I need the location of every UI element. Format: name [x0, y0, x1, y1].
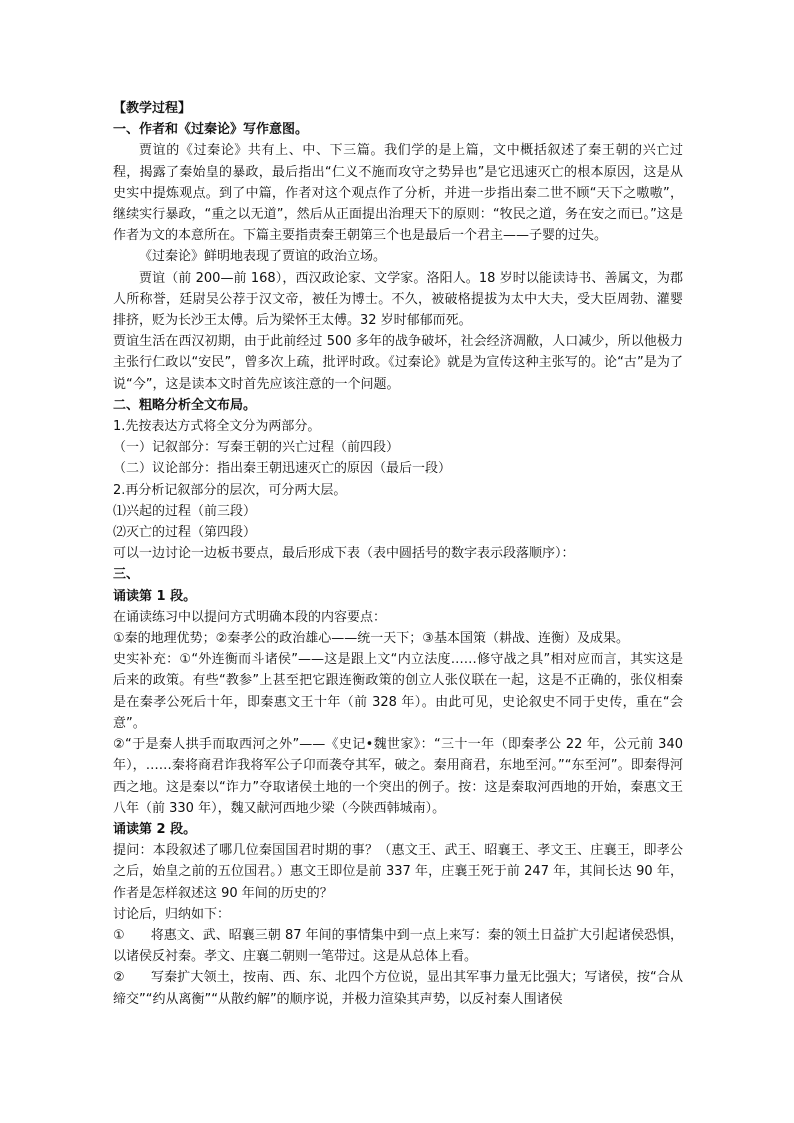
list-item: 2.再分析记叙部分的层次，可分两大层。	[113, 482, 347, 498]
paragraph-biography: 贾谊（前 200—前 168），西汉政论家、文学家。洛阳人。18 岁时以能读诗书、善属文，为郡人所称誉，廷尉吴公荐于汉文帝，被任为博士。不久，被破格提拔为太中大夫，受大臣周勃、灌婴排挤，贬为长沙王太傅。后为梁怀王太傅。32 岁时郁郁而死。	[113, 270, 683, 329]
heading-2: 二、粗略分析全文布局。	[113, 397, 257, 413]
paragraph-history-2: ②“于是秦人拱手而取西河之外”——《史记•魏世家》：“三十一年（即秦孝公 22 年，公元前 340 年），……秦将商君诈我将军公子卬而袭夺其军，破之。秦用商君，东地至河。”“东至河”。即秦得河西之地。这是秦以“诈力”夺取诸侯土地的一个突出的例子。按：这是秦取河西地的开始，秦惠文王八年（前 330 年），魏又献河西地少梁（今陕西韩城南）。	[113, 737, 683, 816]
heading-recite-2: 诵读第 2 段。	[113, 821, 197, 837]
heading-3: 三、	[113, 567, 140, 583]
list-item: （二）议论部分：指出秦王朝迅速灭亡的原因（最后一段）	[113, 461, 452, 477]
paragraph-history-1: 史实补充：①“外连衡而斗诸侯”——这是跟上文“内立法度……修守战之具”相对应而言，其实这是后来的政策。有些“教参”上甚至把它跟连衡政策的创立人张仪联在一起，这是不正确的，张仪相秦是在秦孝公死后十年，即秦惠文王十年（前 328 年）。由此可见，史论叙史不同于史传，重在“会意”。	[113, 652, 683, 731]
list-item: ①秦的地理优势；②秦孝公的政治雄心——统一天下；③基本国策（耕战、连衡）及成果。	[113, 631, 629, 647]
heading-1: 一、作者和《过秦论》写作意图。	[113, 122, 309, 138]
list-item: 1.先按表达方式将全文分为两部分。	[113, 419, 321, 435]
heading-recite-1: 诵读第 1 段。	[113, 588, 197, 604]
list-item: ⑴兴起的过程（前三段）	[113, 503, 257, 519]
list-item: （一）记叙部分：写秦王朝的兴亡过程（前四段）	[113, 440, 400, 456]
paragraph-background: 贾谊生活在西汉初期，由于此前经过 500 多年的战争破坏，社会经济凋敝，人口减少，所以他极力主张行仁政以“安民”，曾多次上疏，批评时政。《过秦论》就是为宣传这种主张写的。论“古”是为了说“今”，这是读本文时首先应该注意的一个问题。	[113, 334, 683, 392]
paragraph-stance: 《过秦论》鲜明地表现了贾谊的政治立场。	[139, 249, 387, 265]
list-item: 可以一边讨论一边板书要点，最后形成下表（表中圆括号的数字表示段落顺序）：	[113, 546, 575, 562]
section-title: 【教学过程】	[113, 101, 192, 116]
list-item: 在诵读练习中以提问方式明确本段的内容要点：	[113, 609, 387, 625]
paragraph-point-2: ② 写秦扩大领土，按南、西、东、北四个方位说，显出其军事力量无比强大；写诸侯，按“合从缔交”“约从离衡”“从散约解”的顺序说，并极力渲染其声势，以反衬秦人围诸侯	[113, 970, 683, 1007]
document-page	[113, 98, 683, 1010]
paragraph-intro: 贾谊的《过秦论》共有上、中、下三篇。我们学的是上篇，文中概括叙述了秦王朝的兴亡过程，揭露了秦始皇的暴政，最后指出“仁义不施而攻守之势异也”是它迅速灭亡的根本原因，这是从史实中提炼观点。到了中篇，作者对这个观点作了分析，并进一步指出秦二世不顾“天下之嗷嗷”，继续实行暴政，“重之以无道”，然后从正面提出治理天下的原则：“牧民之道，务在安之而已。”这是作者为文的本意所在。下篇主要指责秦王朝第三个也是最后一个君主——子婴的过失。	[113, 143, 683, 244]
list-item: ⑵灭亡的过程（第四段）	[113, 525, 257, 541]
paragraph-point-1: ① 将惠文、武、昭襄三朝 87 年间的事情集中到一点上来写：秦的领土日益扩大引起诸侯恐惧，以诸侯反衬秦。孝文、庄襄二朝则一笔带过。这是从总体上看。	[113, 927, 683, 965]
paragraph-question: 提问：本段叙述了哪几位秦国国君时期的事？（惠文王、武王、昭襄王、孝文王、庄襄王，即孝公之后，始皇之前的五位国君。）惠文王即位是前 337 年，庄襄王死于前 247 年，其间长达 90 年，作者是怎样叙述这 90 年间的历史的？	[113, 843, 683, 901]
list-item: 讨论后，归纳如下：	[113, 906, 231, 922]
